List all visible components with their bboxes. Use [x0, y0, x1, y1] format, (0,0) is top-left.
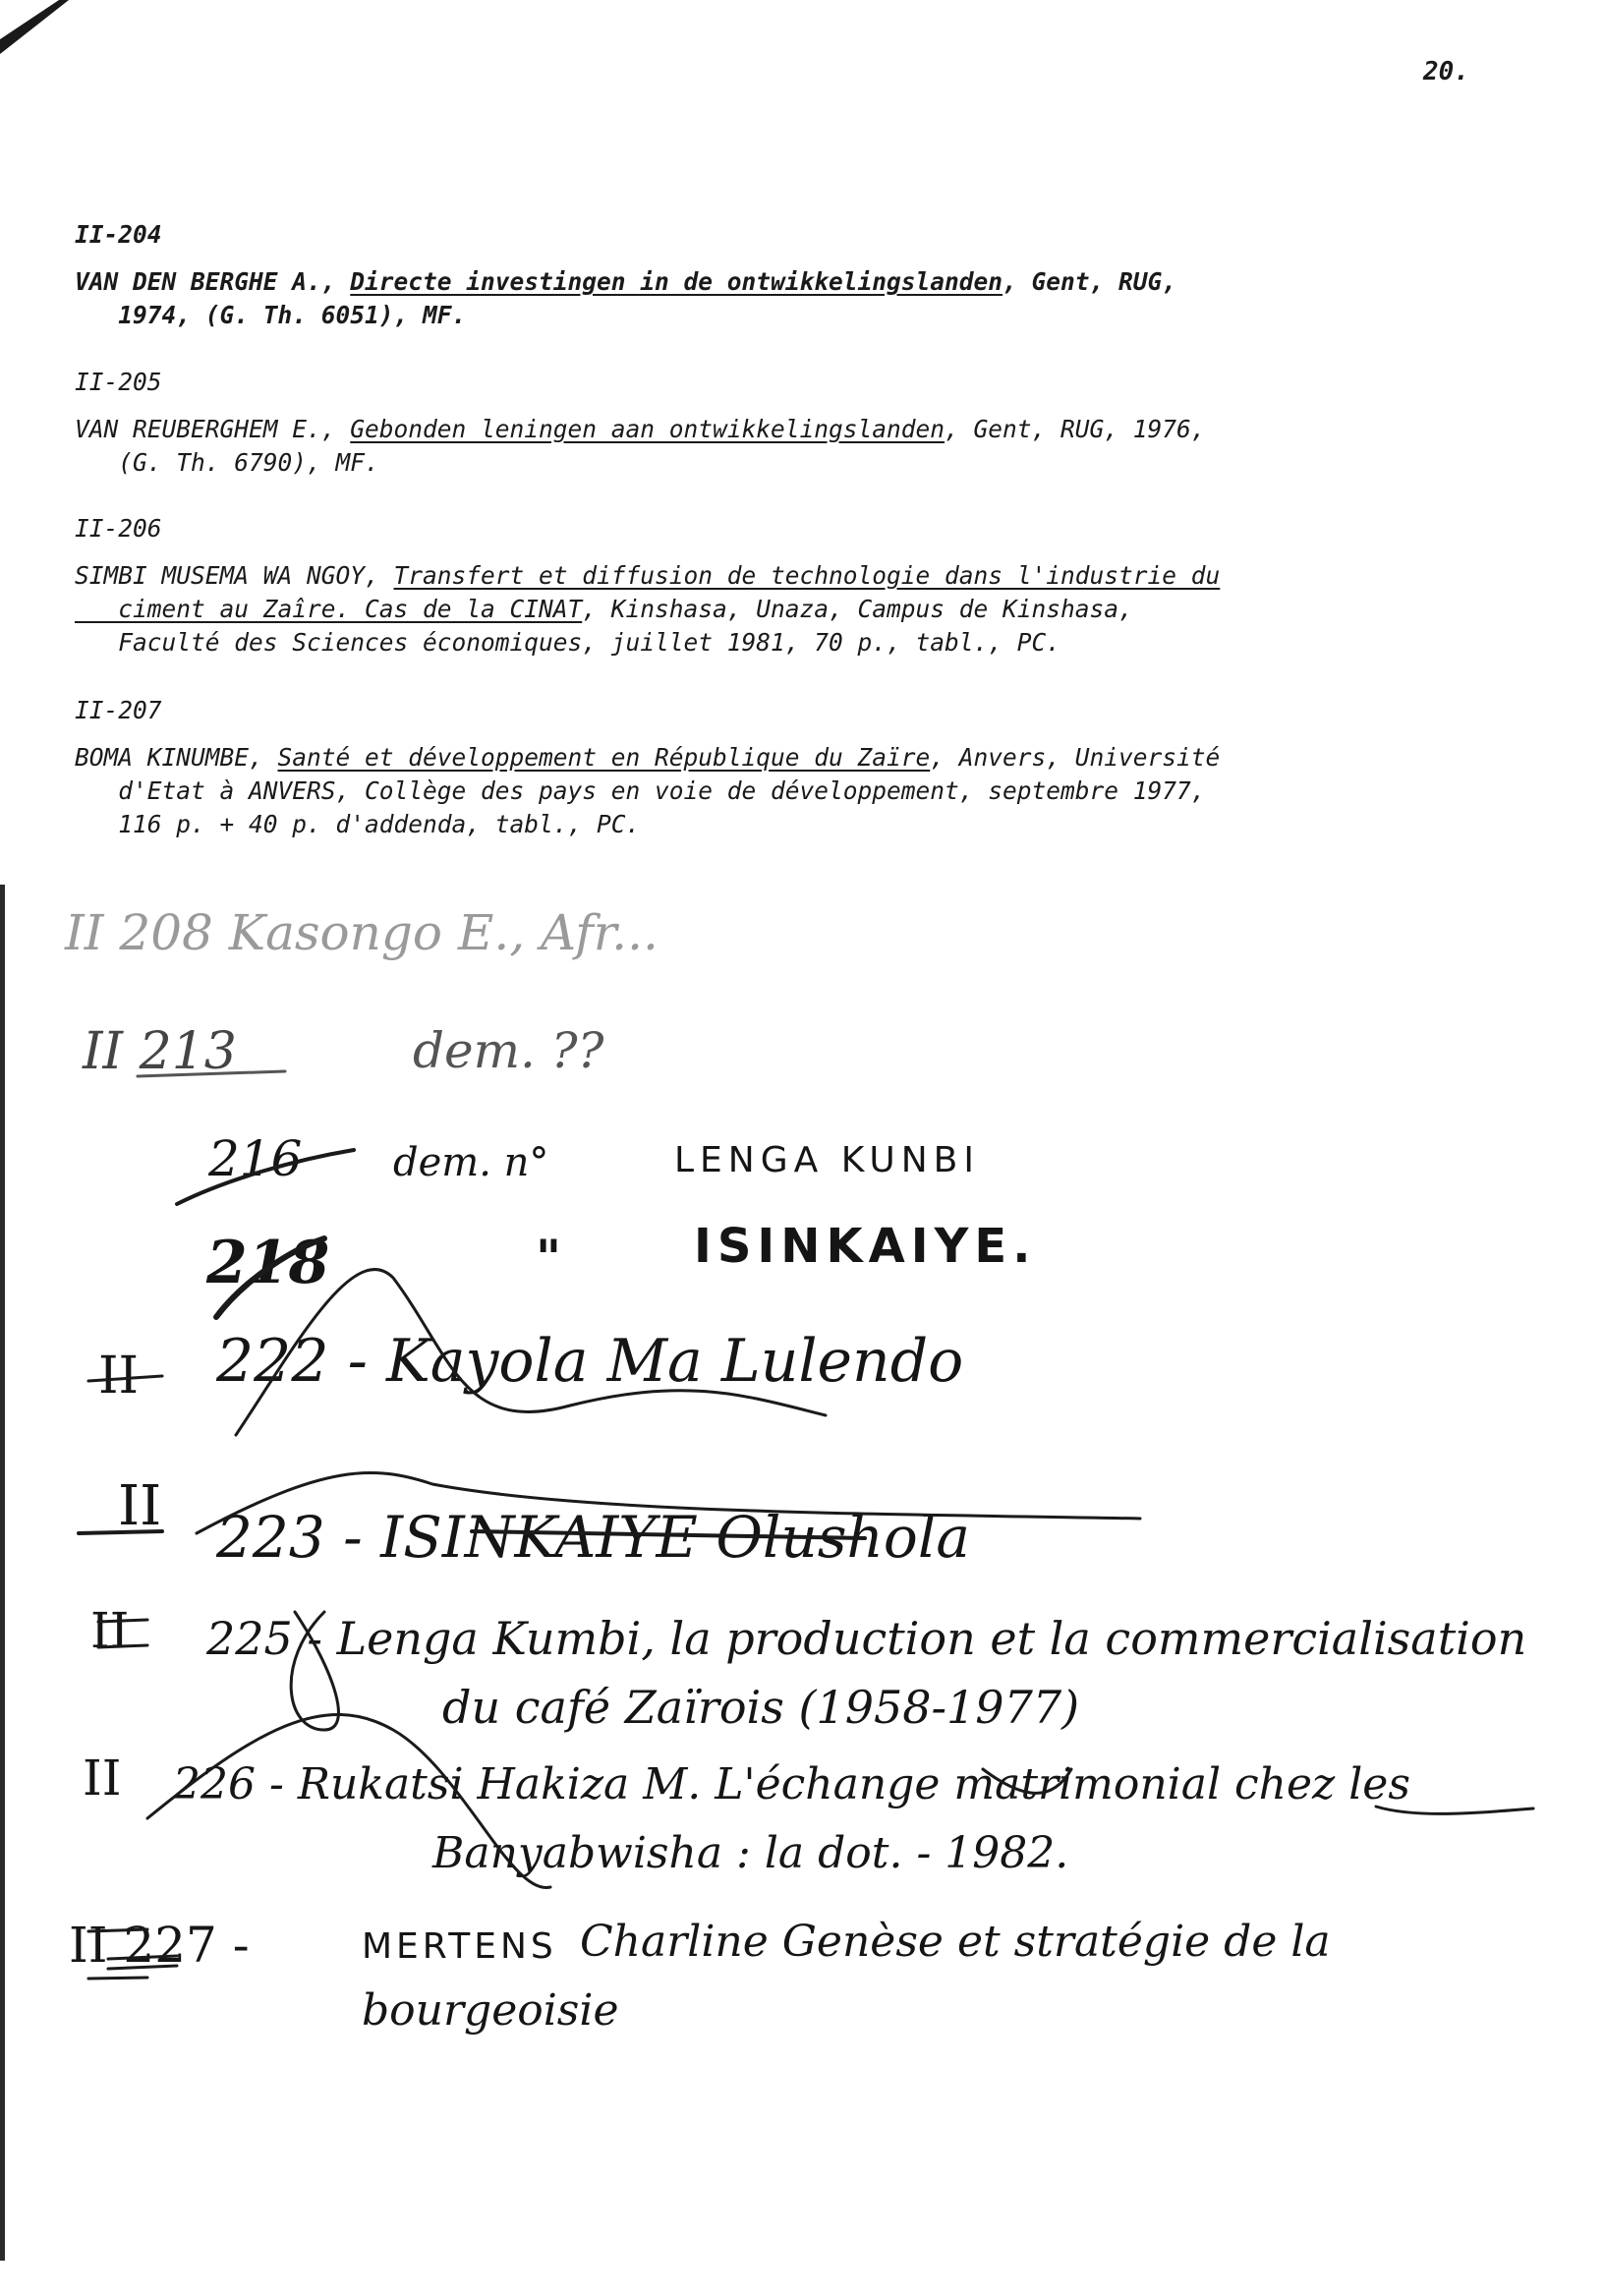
entry-publisher: , Kinshasa, Unaza, Campus de Kinshasa,	[582, 595, 1133, 623]
entry-publisher: , Gent, RUG,	[1002, 267, 1177, 296]
handwritten-entry: Charline Genèse et stratégie de la	[580, 1917, 1331, 1967]
handwritten-series-marker: II	[98, 1347, 140, 1406]
entry-id: II-204	[75, 220, 162, 249]
handwritten-series-marker: II	[90, 1602, 130, 1659]
entry-details: d'Etat à ANVERS, Collège des pays en voie de développement, septembre 1977,	[75, 776, 1206, 805]
handwritten-entry-number: II 213	[83, 1022, 237, 1081]
entry-details: 116 p. + 40 p. d'addenda, tabl., PC.	[75, 810, 641, 838]
handwritten-author: ISINKAIYE.	[694, 1219, 1037, 1274]
handwritten-author: MERTENS	[362, 1926, 557, 1967]
page-number: 20.	[1423, 57, 1469, 86]
entry-details: 1974, (G. Th. 6051), MF.	[75, 301, 467, 329]
entry-author: BOMA KINUMBE,	[75, 743, 278, 772]
handwritten-entry: 226 - Rukatsi Hakiza M. L'échange matrimonial chez les	[173, 1759, 1410, 1809]
entry-id: II-207	[75, 696, 162, 724]
entry-id: II-206	[75, 514, 162, 543]
handwritten-entry-continued: Banyabwisha : la dot. - 1982.	[432, 1828, 1069, 1878]
entry-title: Gebonden leningen aan ontwikkelingslanden	[350, 415, 945, 443]
handwritten-entry-number-struck: 218	[206, 1229, 330, 1297]
handwritten-entry-number: II 227 -	[69, 1917, 250, 1974]
entry-title: Santé et développement en République du Zaïre	[277, 743, 931, 772]
handwritten-series-marker: II	[83, 1750, 122, 1807]
entry-details: Faculté des Sciences économiques, juillet 1981, 70 p., tabl., PC.	[75, 628, 1061, 657]
handwritten-entry-number-struck: 216	[208, 1130, 303, 1187]
handwritten-note: dem. ??	[413, 1022, 604, 1079]
handwritten-note-faint: II 208 Kasongo E., Afr...	[65, 904, 659, 961]
entry-title: Directe investingen in de ontwikkelingslanden	[350, 267, 1003, 296]
handwritten-entry-continued: bourgeoisie	[362, 1985, 619, 2036]
entry-author: VAN REUBERGHEM E.,	[75, 415, 351, 443]
handwritten-entry-struck: 223 - ISINKAIYE Olushola	[216, 1504, 970, 1571]
handwritten-ditto-mark: "	[536, 1229, 562, 1287]
entry-publisher: , Anvers, Université	[930, 743, 1221, 772]
entry-title-continued: ciment au Zaîre. Cas de la CINAT	[75, 595, 583, 623]
entry-author: SIMBI MUSEMA WA NGOY,	[75, 561, 394, 590]
handwritten-entry: 222 - Kayola Ma Lulendo	[216, 1327, 964, 1396]
handwritten-entry-continued: du café Zaïrois (1958-1977)	[442, 1681, 1080, 1734]
entry-publisher: , Gent, RUG, 1976,	[945, 415, 1206, 443]
entry-details: (G. Th. 6790), MF.	[75, 448, 379, 477]
handwritten-entry: 225 - Lenga Kumbi, la production et la commercialisation	[206, 1612, 1527, 1665]
handwritten-author: LENGA KUNBI	[674, 1140, 980, 1180]
handwritten-note: dem. n°	[393, 1140, 549, 1185]
entry-title: Transfert et diffusion de technologie dans l'industrie du	[393, 561, 1221, 590]
entry-id: II-205	[75, 368, 162, 396]
handwritten-series-marker: II	[118, 1474, 162, 1538]
entry-author: VAN DEN BERGHE A.,	[75, 267, 351, 296]
